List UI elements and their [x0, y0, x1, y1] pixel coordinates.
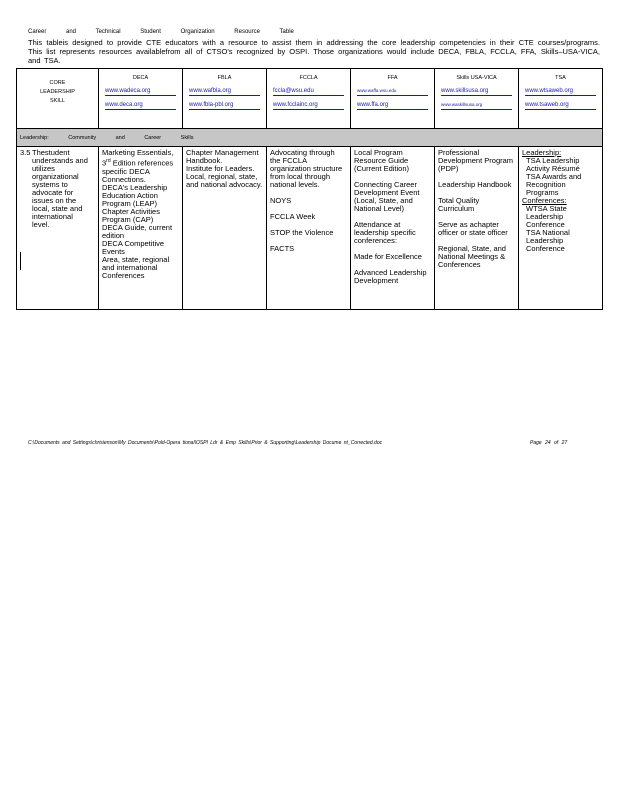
- band-label: Leadership:: [20, 134, 49, 141]
- core-skill-header: [17, 69, 99, 129]
- org-link[interactable]: www.tsaweb.org: [525, 101, 596, 110]
- category-band-row: [17, 129, 603, 147]
- ordinal-suffix: rd: [106, 158, 111, 164]
- ffa-header: [351, 69, 435, 129]
- skill-description: Thestudent understands and utilizes organizational systems to advocate for issues on the local, state and international level.: [32, 148, 88, 229]
- fbla-item: Institute for Leaders. Local, regional, state, and national advocacy.: [186, 164, 263, 189]
- deca-cell: [99, 147, 183, 310]
- skill-header-line: CORE: [49, 80, 66, 86]
- org-link[interactable]: www.waskillsusa.org: [441, 101, 512, 110]
- org-name: FCCLA: [299, 75, 318, 81]
- deca-item: Area, state, regional and international Conferences: [102, 254, 170, 280]
- skillsusa-cell: [435, 147, 519, 310]
- deca-item: DECA Competitive Events: [102, 238, 165, 256]
- fccla-cell: [267, 147, 351, 310]
- resource-table: [16, 68, 603, 310]
- fccla-item: STOP the Violence: [270, 228, 334, 237]
- skill-row: [17, 147, 603, 310]
- org-name: TSA: [555, 75, 566, 81]
- fbla-item: Chapter Management Handbook.: [186, 148, 259, 165]
- skill-number: 3.5: [20, 148, 31, 157]
- ffa-item: Local Program Resource Guide (Current Edition): [354, 148, 410, 173]
- footer-file-path: C:\Documents and Settings\chrisienson\My Documents\Pold-Opera tional\OSPI Ldr & Emp Skills\Prior & Supporting\Leadership Docume nt_Corrected.doc: [28, 440, 383, 446]
- deca-item: Chapter Activities Program (CAP): [102, 206, 160, 224]
- header-row: [17, 69, 603, 129]
- tsa-item: TSA National Leadership Conference: [526, 228, 570, 253]
- fccla-item: FCCLA Week: [270, 212, 316, 221]
- skill-header-line: SKILL: [50, 98, 65, 104]
- deca-header: [99, 69, 183, 129]
- ffa-item: Advanced Leadership Development: [354, 268, 427, 285]
- band-label: and Career Skills: [115, 134, 194, 141]
- fbla-cell: [183, 147, 267, 310]
- deca-text: Edition references specific DECA Connections.: [102, 158, 174, 184]
- org-name: FBLA: [217, 75, 232, 81]
- skills-item: Professional Development Program (PDP): [438, 148, 514, 173]
- org-name: DECA: [132, 75, 149, 81]
- ffa-item: Connecting Career Development Event (Local, State, and National Level): [354, 180, 420, 213]
- skill-cell: [17, 147, 99, 310]
- skills-item: Total Quality Curriculum: [438, 196, 480, 213]
- org-link[interactable]: www.fcclainc.org: [273, 101, 344, 110]
- tsa-item: WTSA State Leadership Conference: [526, 204, 567, 229]
- org-name: FFA: [387, 75, 398, 81]
- tsa-heading: Conferences:: [522, 196, 567, 205]
- ffa-cell: [351, 147, 435, 310]
- fccla-item: NOYS: [270, 196, 292, 205]
- deca-item: [102, 149, 179, 184]
- org-link[interactable]: www.deca.org: [105, 101, 176, 110]
- skills-item: Serve as achapter officer or state officer: [438, 220, 508, 237]
- fccla-item: Advocating through the FCCLA organization structure from local through national levels.: [270, 148, 343, 189]
- tsa-item: TSA Awards and Recognition Programs: [526, 172, 582, 197]
- org-name: Skills USA-VICA: [456, 75, 497, 81]
- tsa-cell: [519, 147, 603, 310]
- org-link[interactable]: www.wtsaweb.org: [525, 87, 596, 96]
- ffa-item: Attendance at leadership specific conferences:: [354, 220, 416, 245]
- fccla-item: FACTS: [270, 244, 295, 253]
- org-link[interactable]: www.skillsusa.org: [441, 87, 512, 96]
- band-label: Community: [68, 134, 97, 141]
- org-link[interactable]: www.ffa.org: [357, 101, 428, 110]
- org-link[interactable]: www.fbla-pbl.org: [189, 101, 260, 110]
- skillsusa-header: [435, 69, 519, 129]
- org-link[interactable]: fccla@wsu.edu: [273, 87, 344, 96]
- document-title: Career and Technical Student Organization Resource Table: [28, 29, 294, 35]
- skill-header-line: LEADERSHIP: [40, 89, 75, 95]
- skills-item: Leadership Handbook: [438, 180, 512, 189]
- category-band: [17, 129, 603, 147]
- org-link[interactable]: www.wafbla.org: [189, 87, 260, 96]
- text-cursor: [20, 252, 21, 270]
- deca-text: Marketing Essentials, 3: [102, 148, 174, 168]
- tsa-item: TSA Leadership Activity Résumé: [526, 156, 580, 173]
- intro-paragraph: This tableis designed to provide CTE educators with a resource to assist them in addressing the core leadership competencies in their CTE courses/programs. This list represents resources availablefrom all of CTSO's recognized by OSPI. Those organizations would include DECA, FBLA, FCCLA, FFA, Skills–USA-VICA, and TSA.: [28, 38, 600, 65]
- fbla-header: [183, 69, 267, 129]
- fccla-header: [267, 69, 351, 129]
- tsa-heading: Leadership:: [522, 148, 562, 157]
- deca-item: DECA Guide, current edition: [102, 222, 173, 240]
- deca-item: DECA's Leadership Education Action Program (LEAP): [102, 182, 168, 208]
- ffa-item: Made for Excellence: [354, 252, 422, 261]
- footer-page-number: Page 24 of 27: [530, 440, 568, 446]
- skills-item: Regional, State, and National Meetings & Conferences: [438, 244, 506, 269]
- tsa-header: [519, 69, 603, 129]
- org-link[interactable]: www.waffa.wsu.edu: [357, 87, 428, 96]
- org-link[interactable]: www.wadeca.org: [105, 87, 176, 96]
